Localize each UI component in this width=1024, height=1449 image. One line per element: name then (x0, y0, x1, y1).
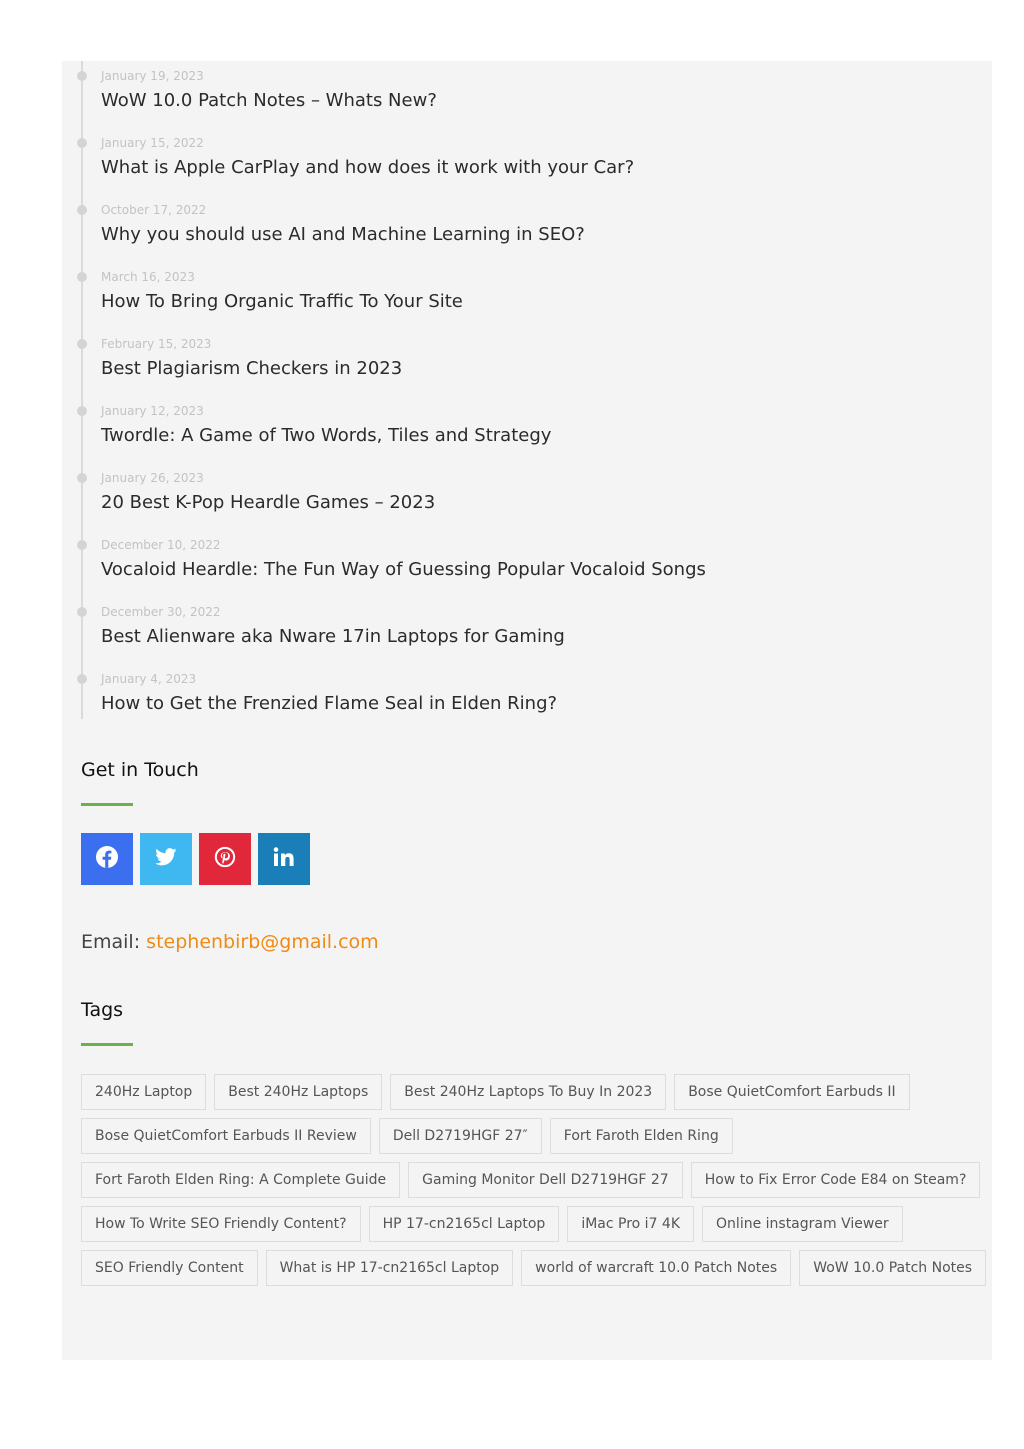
get-in-touch-underline (81, 803, 133, 806)
email-link[interactable]: stephenbirb@gmail.com (146, 931, 379, 953)
timeline-item (81, 463, 961, 523)
post-date: January 19, 2023 (101, 69, 204, 83)
tag-link[interactable]: What is HP 17-cn2165cl Laptop (266, 1250, 514, 1286)
post-title-link[interactable]: Best Plagiarism Checkers in 2023 (101, 358, 403, 379)
timeline-dot (77, 473, 87, 483)
tag-link[interactable]: WoW 10.0 Patch Notes (799, 1250, 986, 1286)
timeline-dot (77, 674, 87, 684)
email-label: Email: (81, 931, 141, 953)
timeline-dot (77, 272, 87, 282)
timeline-item (81, 262, 961, 322)
timeline-dot (77, 607, 87, 617)
tag-row (81, 1118, 981, 1154)
tag-link[interactable]: world of warcraft 10.0 Patch Notes (521, 1250, 791, 1286)
facebook-button[interactable] (81, 833, 133, 885)
timeline-item (81, 530, 961, 590)
post-date: December 10, 2022 (101, 538, 221, 552)
tag-link[interactable]: Gaming Monitor Dell D2719HGF 27 (408, 1162, 683, 1198)
email-row (81, 931, 379, 953)
facebook-icon (95, 845, 119, 873)
tag-link[interactable]: Fort Faroth Elden Ring (550, 1118, 733, 1154)
linkedin-icon (273, 847, 295, 871)
tag-link[interactable]: Bose QuietComfort Earbuds II (674, 1074, 909, 1110)
post-date: December 30, 2022 (101, 605, 221, 619)
tag-cloud (81, 1074, 981, 1294)
linkedin-button[interactable] (258, 833, 310, 885)
tag-link[interactable]: Online instagram Viewer (702, 1206, 903, 1242)
post-date: February 15, 2023 (101, 337, 212, 351)
timeline-item (81, 664, 961, 724)
timeline-item (81, 396, 961, 456)
tag-link[interactable]: Fort Faroth Elden Ring: A Complete Guide (81, 1162, 400, 1198)
sidebar-panel (62, 61, 992, 1360)
tags-underline (81, 1043, 133, 1046)
social-links (81, 833, 310, 885)
tag-row (81, 1162, 981, 1198)
tag-link[interactable]: How to Fix Error Code E84 on Steam? (691, 1162, 981, 1198)
tag-row (81, 1206, 981, 1242)
timeline-dot (77, 138, 87, 148)
get-in-touch-heading: Get in Touch (81, 759, 199, 781)
pinterest-button[interactable] (199, 833, 251, 885)
timeline-item (81, 128, 961, 188)
tag-link[interactable]: How To Write SEO Friendly Content? (81, 1206, 361, 1242)
timeline-item (81, 329, 961, 389)
pinterest-icon (214, 846, 236, 872)
tag-link[interactable]: Dell D2719HGF 27″ (379, 1118, 542, 1154)
post-date: October 17, 2022 (101, 203, 207, 217)
timeline-dot (77, 406, 87, 416)
tag-link[interactable]: Best 240Hz Laptops (214, 1074, 382, 1110)
tag-link[interactable]: Best 240Hz Laptops To Buy In 2023 (390, 1074, 666, 1110)
post-title-link[interactable]: WoW 10.0 Patch Notes – Whats New? (101, 90, 437, 111)
post-title-link[interactable]: Vocaloid Heardle: The Fun Way of Guessing Popular Vocaloid Songs (101, 559, 706, 580)
post-title-link[interactable]: How To Bring Organic Traffic To Your Site (101, 291, 463, 312)
timeline-dot (77, 540, 87, 550)
timeline-dot (77, 71, 87, 81)
post-date: January 26, 2023 (101, 471, 204, 485)
post-title-link[interactable]: What is Apple CarPlay and how does it work with your Car? (101, 157, 635, 178)
tag-link[interactable]: SEO Friendly Content (81, 1250, 258, 1286)
twitter-icon (155, 848, 177, 870)
tag-link[interactable]: 240Hz Laptop (81, 1074, 206, 1110)
post-date: January 4, 2023 (101, 672, 197, 686)
tag-row (81, 1250, 981, 1286)
post-title-link[interactable]: Best Alienware aka Nware 17in Laptops for Gaming (101, 626, 565, 647)
tag-link[interactable]: iMac Pro i7 4K (567, 1206, 694, 1242)
twitter-button[interactable] (140, 833, 192, 885)
tags-heading: Tags (81, 999, 124, 1021)
timeline-item (81, 597, 961, 657)
post-date: January 12, 2023 (101, 404, 204, 418)
timeline-item (81, 195, 961, 255)
post-date: January 15, 2022 (101, 136, 204, 150)
timeline-dot (77, 205, 87, 215)
post-title-link[interactable]: How to Get the Frenzied Flame Seal in Elden Ring? (101, 693, 558, 714)
post-title-link[interactable]: Twordle: A Game of Two Words, Tiles and Strategy (101, 425, 552, 446)
post-date: March 16, 2023 (101, 270, 195, 284)
tag-link[interactable]: HP 17-cn2165cl Laptop (369, 1206, 560, 1242)
tag-link[interactable]: Bose QuietComfort Earbuds II Review (81, 1118, 371, 1154)
post-title-link[interactable]: Why you should use AI and Machine Learning in SEO? (101, 224, 585, 245)
timeline-dot (77, 339, 87, 349)
tag-row (81, 1074, 981, 1110)
recent-posts-timeline (81, 61, 981, 719)
timeline-item (81, 61, 961, 121)
post-title-link[interactable]: 20 Best K-Pop Heardle Games – 2023 (101, 492, 436, 513)
